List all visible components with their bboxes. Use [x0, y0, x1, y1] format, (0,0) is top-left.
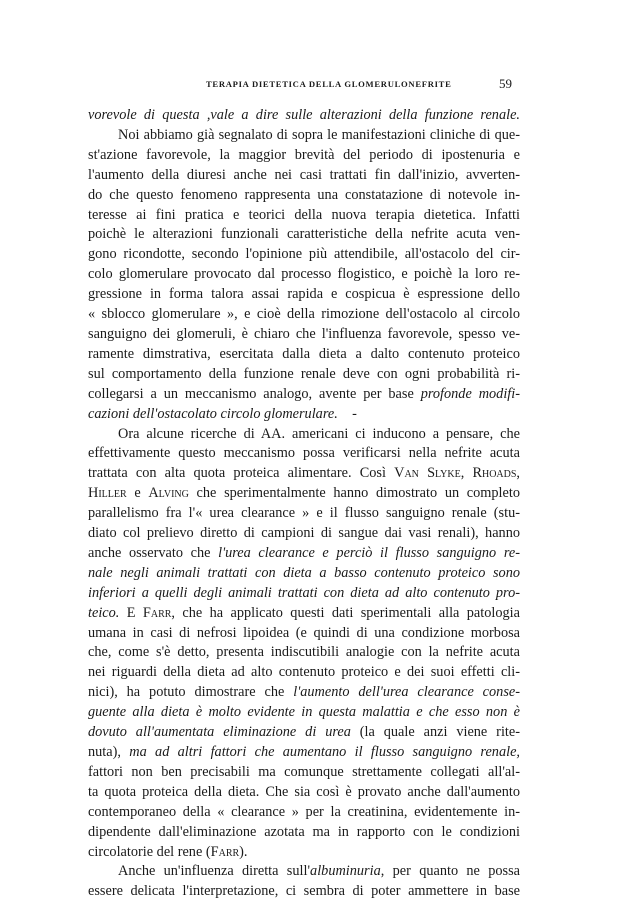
text-line: inferiori a quelli degli animali trattati con dieta ad alto contenuto pro- [88, 584, 520, 601]
text-line: nuta), ma ad altri fattori che aumentano il flusso sanguigno renale, [88, 744, 520, 760]
text-line: Noi abbiamo già segnalato di sopra le manifestazioni cliniche di que- [118, 126, 520, 143]
text-line: nici), ha potuto dimostrare che l'aumento dell'urea clearance conse- [88, 684, 520, 701]
body-text [88, 106, 520, 902]
text-line: dovuto all'aumentata eliminazione di urea (la quale anzi viene rite- [88, 724, 520, 741]
text-line: l'aumento della diuresi anche nei casi trattati fin dall'inizio, avverten- [88, 166, 520, 183]
text-line: colo glomerulare provocato dal processo flogistico, e poichè la loro re- [88, 266, 520, 283]
text-line: che, come s'è detto, presenta indiscutibili analogie con la nefrite acuta [88, 644, 520, 661]
running-head: TERAPIA DIETETICA DELLA GLOMERULONEFRITE [206, 79, 452, 89]
text-line: fattori non ben precisabili ma comunque strettamente collegati all'al- [88, 763, 520, 780]
text-line: teresse ai fini pratica e teorici della nuova terapia dietetica. Infatti [88, 206, 520, 223]
text-line: « sblocco glomerulare », e cioè della rimozione dell'ostacolo al circolo [88, 306, 520, 323]
text-line: diato col prelievo diretto di campioni di sangue dai vasi renali), hanno [88, 525, 520, 542]
text-line: dipendente dall'eliminazione azotata ma in rapporto con le condizioni [88, 823, 520, 840]
text-line: do che questo fenomeno rappresenta una constatazione di notevole in- [88, 186, 520, 203]
text-line: cazioni dell'ostacolato circolo glomerulare. - [88, 405, 357, 422]
text-line: poichè le alterazioni funzionali caratteristiche della nefrite acuta ven- [88, 226, 520, 243]
text-line: guente alla dieta è molto evidente in questa malattia e che esso non è [88, 704, 520, 721]
page-header [88, 76, 520, 94]
text-line: nei riguardi della dieta ad alto contenuto proteico e dei suoi effetti cli- [88, 664, 520, 681]
text-line: trattata con alta quota proteica alimentare. Così Van Slyke, Rhoads, [88, 465, 520, 482]
text-line: circolatorie del rene (Farr). [88, 843, 248, 860]
text-line: teico. E Farr, che ha applicato questi dati sperimentali alla patologia [88, 604, 520, 621]
text-line: sanguigno dei glomeruli, è chiaro che l'influenza favorevole, spesso ve- [88, 325, 520, 342]
text-line: contemporaneo della « clearance » per la creatinina, evidentemente in- [88, 803, 520, 820]
text-line: essere delicata l'interpretazione, ci sembra di poter ammettere in base [88, 883, 520, 900]
page-number: 59 [499, 76, 512, 91]
text-line: Ora alcune ricerche di AA. americani ci inducono a pensare, che [118, 425, 520, 442]
text-line: parallelismo fra l'« urea clearance » e il flusso sanguigno renale (stu- [88, 505, 520, 522]
text-line: Anche un'influenza diretta sull'albuminuria, per quanto ne possa [118, 863, 520, 880]
text-line: effettivamente questo meccanismo possa verificarsi nella nefrite acuta [88, 445, 520, 462]
text-line: gressione in forma talora assai rapida e cospicua è espressione dello [88, 286, 520, 303]
text-line: st'azione favorevole, la maggior brevità del periodo di ipostenuria e [88, 146, 520, 163]
text-line: ta quota proteica della dieta. Che sia così è provato anche dall'aumento [88, 783, 520, 800]
text-line: umana in casi di nefrosi lipoidea (e quindi di una condizione morbosa [88, 624, 520, 641]
text-line: ramente dimstrativa, esercitata dalla dieta a dalto contenuto proteico [88, 345, 520, 362]
text-line: collegarsi a un meccanismo analogo, avente per base profonde modifi- [88, 385, 520, 402]
text-line: anche osservato che l'urea clearance e perciò il flusso sanguigno re- [88, 544, 520, 561]
text-line: gono ricondotte, secondo l'opinione più attendibile, all'ostacolo del cir- [88, 246, 520, 263]
text-line: Hiller e Alving che sperimentalmente hanno dimostrato un completo [88, 485, 520, 502]
text-line: nale negli animali trattati con dieta a basso contenuto proteico sono [88, 564, 520, 581]
text-line: sul comportamento della funzione renale deve con ogni probabilità ri- [88, 365, 520, 382]
text-line: vorevole di questa ,vale a dire sulle alterazioni della funzione renale. [88, 107, 520, 123]
